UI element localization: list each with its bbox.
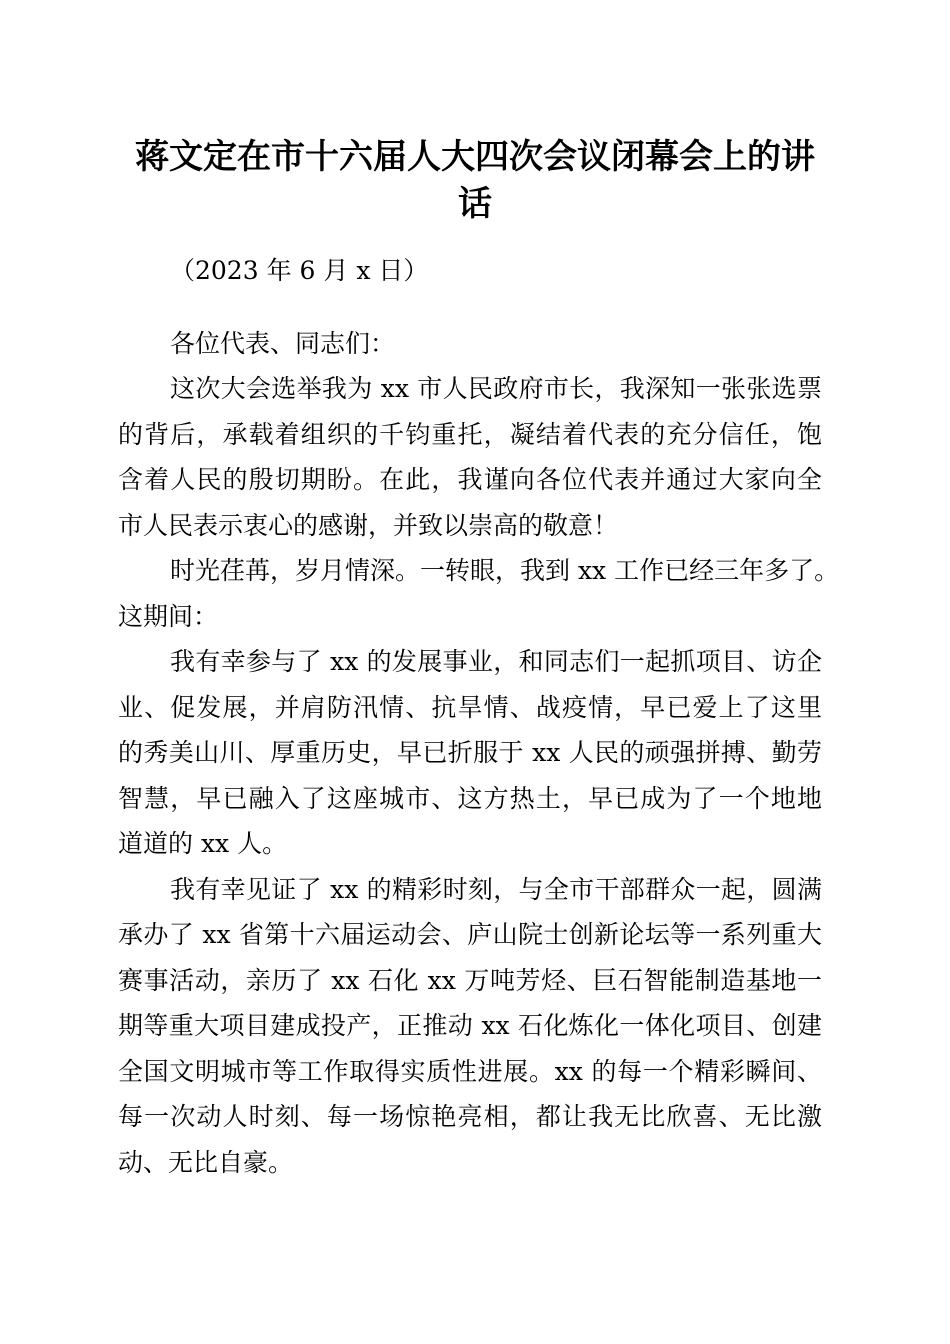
paragraph: [118, 639, 822, 867]
paragraph-line: 时光荏苒，岁月情深。一转眼，我到 xx 工作已经三年多了。: [170, 556, 840, 585]
paragraph-line: 市人民表示衷心的感谢，并致以崇高的敬意！: [118, 510, 619, 540]
paragraph-line: 我有幸见证了 xx 的精彩时刻，与全市干部群众一起，圆满: [170, 874, 822, 904]
paragraph-line: 动、无比自豪。: [118, 1147, 294, 1177]
paragraph: [118, 867, 822, 1186]
paragraph-line: 每一次动人时刻、每一场惊艳亮相，都让我无比欣喜、无比激: [118, 1102, 822, 1131]
paragraphs: [118, 366, 840, 1185]
paragraph-line: 智慧，早已融入了这座城市、这方热土，早已成为了一个地地: [118, 783, 822, 813]
paragraph-line: 承办了 xx 省第十六届运动会、庐山院士创新论坛等一系列重大: [118, 920, 822, 949]
title-line-2: 话: [458, 184, 492, 224]
paragraph-line: 这期间：: [118, 601, 219, 631]
paragraph-line: 我有幸参与了 xx 的发展事业，和同志们一起抓项目、访企: [170, 647, 822, 676]
paragraph-line: 含着人民的殷切期盼。在此，我谨向各位代表并通过大家向全: [118, 465, 822, 494]
paragraph-line: 的秀美山川、厚重历史，早已折服于 xx 人民的顽强拼搏、勤劳: [118, 738, 822, 767]
paragraph-line: 期等重大项目建成投产，正推动 xx 石化炼化一体化项目、创建: [118, 1011, 822, 1040]
speech-date: （2023 年 6 月 x 日）: [170, 256, 429, 285]
paragraph-line: 这次大会选举我为 xx 市人民政府市长，我深知一张张选票: [170, 374, 822, 403]
salutation: 各位代表、同志们：: [170, 328, 396, 358]
document-body: [118, 248, 840, 1185]
paragraph-line: 道道的 xx 人。: [118, 829, 288, 858]
document-title: [110, 134, 840, 228]
title-line-1: 蒋文定在市十六届人大四次会议闭幕会上的讲: [135, 137, 815, 177]
paragraph: [118, 366, 822, 548]
paragraph-line: 的背后，承载着组织的千钧重托，凝结着代表的充分信任，饱: [118, 419, 822, 449]
paragraph-line: 业、促发展，并肩防汛情、抗旱情、战疫情，早已爱上了这里: [118, 692, 822, 722]
paragraph-line: 赛事活动，亲历了 xx 石化 xx 万吨芳烃、巨石智能制造基地一: [118, 965, 822, 995]
paragraph: [118, 548, 840, 639]
paragraph-line: 全国文明城市等工作取得实质性进展。xx 的每一个精彩瞬间、: [118, 1056, 822, 1086]
